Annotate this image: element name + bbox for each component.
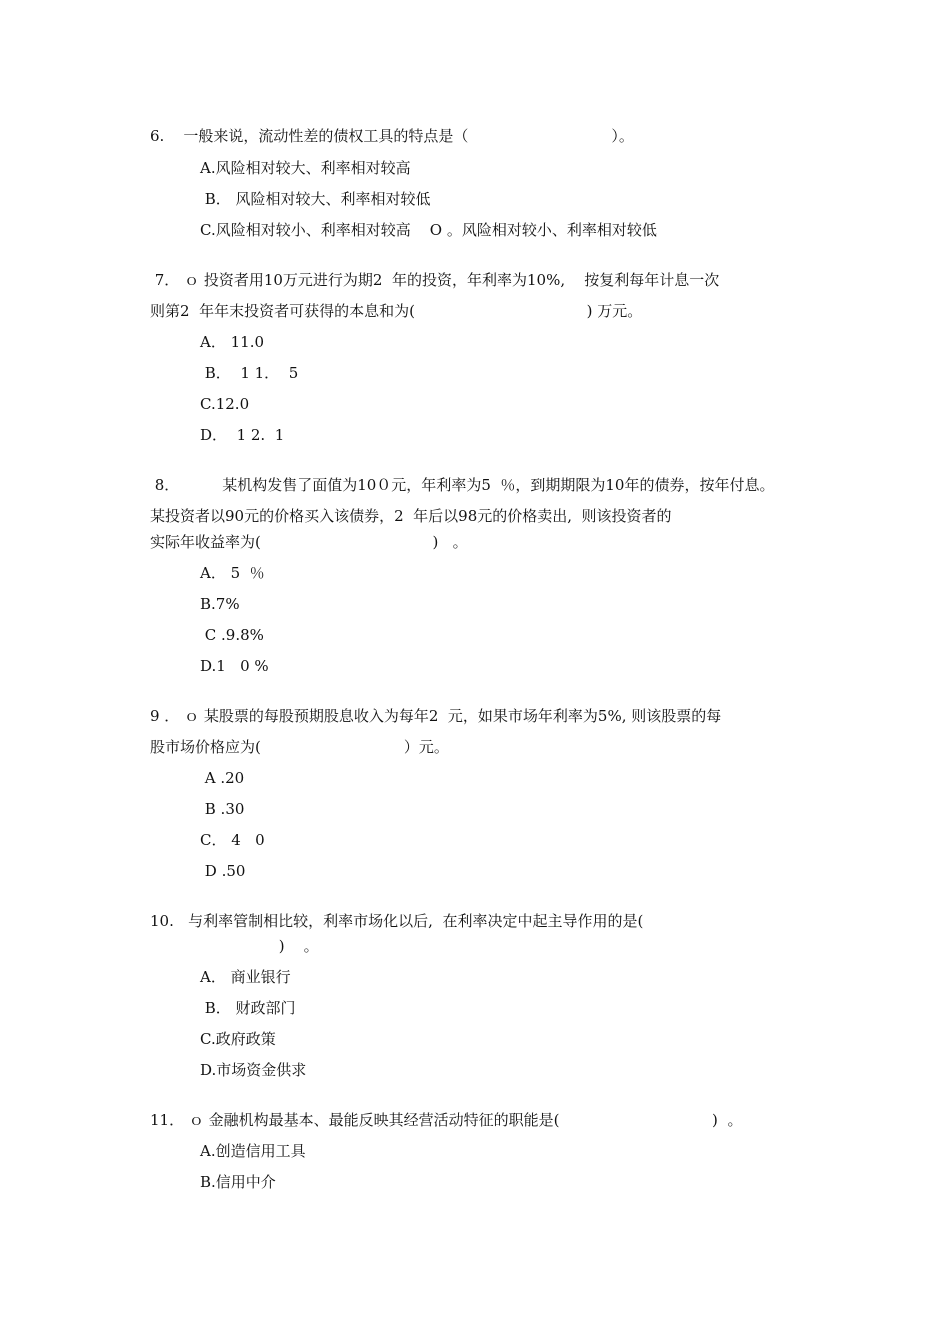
question-10-stem-line-1: 10. 与利率管制相比较，利率市场化以后, 在利率决定中起主导作用的是( <box>150 912 644 930</box>
question-7-stem-line-1: 7． ｏ 投资者用10万元进行为期2 年的投资，年利率为10%, 按复利每年计息一次 <box>150 271 720 289</box>
question-8-option-a: A． 5 ％ <box>200 564 265 582</box>
question-9-option-a: A .20 <box>200 769 245 787</box>
question-10-option-a: A． 商业银行 <box>200 968 291 986</box>
question-9-option-b: B .30 <box>200 800 245 818</box>
question-7-option-d: D． 1 2. 1 <box>200 426 285 444</box>
question-8-option-b: B.7% <box>200 595 240 613</box>
question-11-option-b: B.信用中介 <box>200 1173 276 1191</box>
question-10-option-b: B． 财政部门 <box>200 999 296 1017</box>
question-7-option-a: A． 11.0 <box>200 333 264 351</box>
question-6-option-a: A.风险相对较大、利率相对较高 <box>200 159 411 177</box>
question-8-option-d: D.1 0 % <box>200 657 269 675</box>
question-8-option-c: C .9.8% <box>200 626 264 644</box>
question-9-stem-line-1: 9 ． ｏ 某股票的每股预期股息收入为每年2 元，如果市场年利率为5%, 则该股票的每 <box>150 707 722 725</box>
question-9-option-c: C． 4 0 <box>200 831 265 849</box>
question-6-option-c-d: C.风险相对较小、利率相对较高 O 。风险相对较小、利率相对较低 <box>200 221 657 239</box>
question-7-option-b: B． 1 1． 5 <box>200 364 299 382</box>
question-9-stem-line-2: 股市场价格应为( ）元。 <box>150 738 449 756</box>
question-6-stem-line-1: 6. 一般来说，流动性差的债权工具的特点是（ ）。 <box>150 127 634 145</box>
question-8-stem-line-1: 8． 某机构发售了面值为10０元，年利率为5 ％，到期期限为10年的债券，按年付息。 <box>150 476 775 494</box>
question-6-option-b: B． 风险相对较大、利率相对较低 <box>200 190 431 208</box>
question-11-stem-line-1: 11． ｏ 金融机构最基本、最能反映其经营活动特征的职能是( ) 。 <box>150 1111 743 1129</box>
question-11-option-a: A.创造信用工具 <box>200 1142 306 1160</box>
question-8-stem-line-2: 某投资者以90元的价格买入该债券，2 年后以98元的价格卖出, 则该投资者的 <box>150 507 672 525</box>
question-7-stem-line-2: 则第2 年年末投资者可获得的本息和为( ) 万元。 <box>150 302 643 320</box>
question-8-stem-line-3: 实际年收益率为( ) 。 <box>150 533 468 551</box>
question-10-stem-line-2: ) 。 <box>150 937 319 955</box>
question-9-option-d: D .50 <box>200 862 246 880</box>
question-10-option-c: C.政府政策 <box>200 1030 276 1048</box>
question-10-option-d: D.市场资金供求 <box>200 1061 307 1079</box>
question-7-option-c: C.12.0 <box>200 395 250 413</box>
